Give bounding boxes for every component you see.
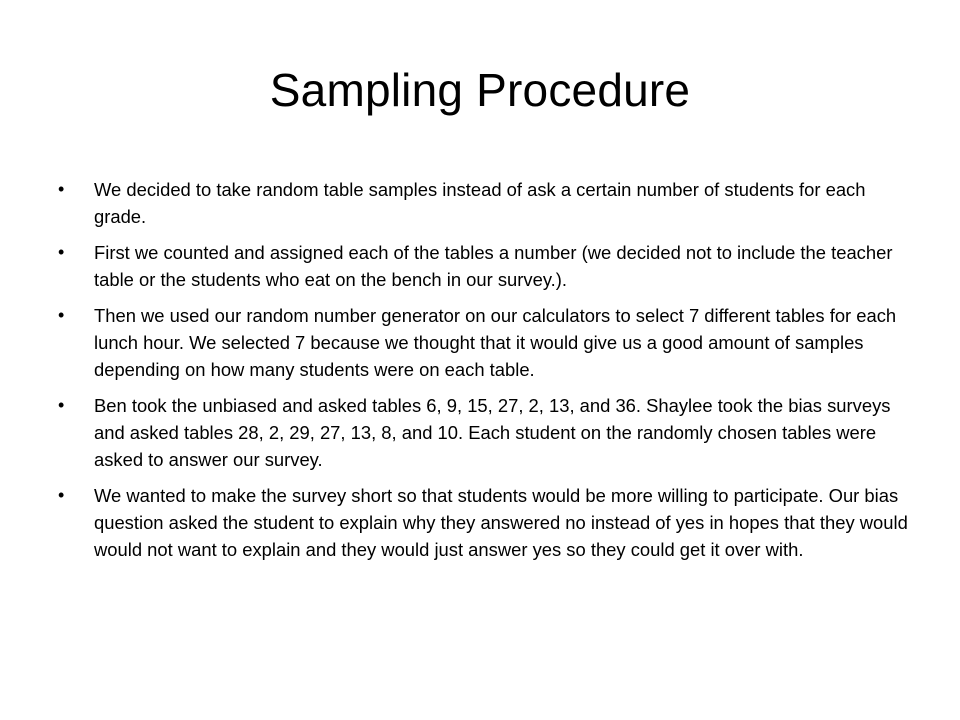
bullet-item <box>58 482 908 563</box>
bullet-dot-icon: • <box>58 179 65 199</box>
bullet-dot-icon: • <box>58 242 65 262</box>
bullet-dot-icon: • <box>58 395 65 415</box>
bullet-text: Then we used our random number generator on our calculators to select 7 different tables for each lunch hour. We selected 7 because we thought that it would give us a good amount of samples depending on how many students were on each table. <box>94 305 897 380</box>
bullet-dot-icon: • <box>58 485 65 505</box>
bullet-item <box>58 176 908 230</box>
slide-title: Sampling Procedure <box>269 64 691 116</box>
bullet-item <box>58 392 908 473</box>
bullet-text: We decided to take random table samples instead of ask a certain number of students for each grade. <box>94 179 866 227</box>
bullet-text: We wanted to make the survey short so that students would be more willing to participate. Our bias question asked the student to explain why they answered no instead of yes in hopes that they would would not want to explain and they would just answer yes so they could get it over with. <box>94 485 908 560</box>
bullet-item <box>58 239 908 293</box>
bullet-list <box>58 176 908 572</box>
bullet-text: Ben took the unbiased and asked tables 6, 9, 15, 27, 2, 13, and 36. Shaylee took the bias surveys and asked tables 28, 2, 29, 27, 13, 8, and 10. Each student on the randomly chosen tables were asked to answer our survey. <box>94 395 891 470</box>
bullet-text: First we counted and assigned each of the tables a number (we decided not to include the teacher table or the students who eat on the bench in our survey.). <box>94 242 893 290</box>
bullet-item <box>58 302 908 383</box>
bullet-dot-icon: • <box>58 305 65 325</box>
